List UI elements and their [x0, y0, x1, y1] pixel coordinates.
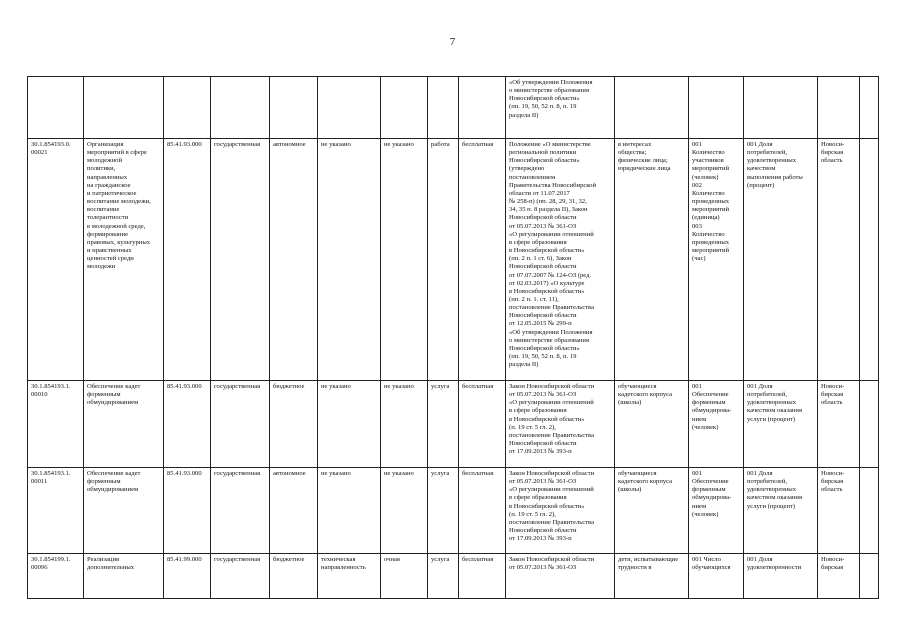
region-cell	[818, 77, 860, 139]
service-kind-cell: работа	[428, 139, 459, 381]
okved-code-cell: 85.41.93.000	[164, 468, 211, 554]
quality-indicator-cell: 001 Доля потребителей, удовлетворенных качеством выполнения работы (процент)	[744, 139, 818, 381]
service-type-cell: государственная	[211, 381, 270, 468]
legal-basis-cell: Положение «О министерстве региональной политики Новосибирской области» (утверждено постановлением Правительства Новосибирской области от 11.07.2017 № 258-п) (пп. 28, 29, 31, 32, 34, 35 п. 8 раздела II), Закон Новосибирской области от 05.07.2013 № 361-ОЗ «О регулировании отношений в сфере образования в Новосибирской области» (пп. 2 п. 1 ст. 6), Закон Новосибирской области от 07.07.2007 № 124-ОЗ (ред. от 02.03.2017) «О культуре в Новосибирской области» (пп. 2 п. 1. ст. 11), постановление Правительства Новосибирской области от 12.05.2015 № 299-п «Об утверждении Положения о министерстве образования Новосибирской области» (пп. 19, 50, 52 п. 8, п. 19 раздела II)	[506, 139, 615, 381]
legal-basis-cell: Закон Новосибирской области от 05.07.2013 № 361-ОЗ	[506, 554, 615, 599]
table-row	[28, 468, 879, 554]
table-row	[28, 139, 879, 381]
payment-cell: бесплатная	[459, 139, 506, 381]
service-name-cell: Реализация дополнительных	[84, 554, 164, 599]
region-cell: Новоси- бирская область	[818, 381, 860, 468]
extra-cell	[860, 381, 879, 468]
extra-cell	[860, 139, 879, 381]
payment-cell	[459, 77, 506, 139]
quality-indicator-cell	[744, 77, 818, 139]
okved-code-cell: 85.41.99.000	[164, 554, 211, 599]
quality-indicator-cell: 001 Доля потребителей, удовлетворенных качеством оказания услуги (процент)	[744, 468, 818, 554]
service-type-cell: государственная	[211, 554, 270, 599]
legal-basis-cell: Закон Новосибирской области от 05.07.2013 № 361-ОЗ «О регулировании отношений в сфере образования в Новосибирской области» (п. 19 ст. 5 гл. 2), постановление Правительства Новосибирской области от 17.09.2013 № 393-п	[506, 468, 615, 554]
region-cell: Новоси- бирская область	[818, 139, 860, 381]
service-kind-cell: услуга	[428, 381, 459, 468]
condition-cell: не указано	[381, 468, 428, 554]
condition-cell: очная	[381, 554, 428, 599]
content-cell: не указано	[318, 139, 381, 381]
service-name-cell: Обеспечение кадет форменным обмундированием	[84, 381, 164, 468]
institution-type-cell: бюджетное	[270, 554, 318, 599]
consumers-cell: обучающиеся кадетского корпуса (школы)	[615, 468, 689, 554]
service-name-cell: Обеспечение кадет форменным обмундированием	[84, 468, 164, 554]
payment-cell: бесплатная	[459, 381, 506, 468]
extra-cell	[860, 554, 879, 599]
service-kind-cell: услуга	[428, 554, 459, 599]
extra-cell	[860, 468, 879, 554]
volume-indicator-cell	[689, 77, 744, 139]
content-cell: техническая направленность	[318, 554, 381, 599]
table-row	[28, 554, 879, 599]
extra-cell	[860, 77, 879, 139]
okved-code-cell: 85.41.93.000	[164, 381, 211, 468]
service-name-cell: Организация мероприятий в сфере молодежной политики, направленных на гражданское и патриотическое воспитание молодежи, воспитание толерантности в молодежной среде, формирование правовых, культурных и нравственных ценностей среди молодежи	[84, 139, 164, 381]
service-code-cell	[28, 77, 84, 139]
content-cell	[318, 77, 381, 139]
condition-cell	[381, 77, 428, 139]
service-type-cell	[211, 77, 270, 139]
condition-cell: не указано	[381, 139, 428, 381]
table-row	[28, 77, 879, 139]
volume-indicator-cell: 001 Обеспечение форменным обмундирова- нием (человек)	[689, 468, 744, 554]
payment-cell: бесплатная	[459, 554, 506, 599]
service-type-cell: государственная	[211, 468, 270, 554]
service-name-cell	[84, 77, 164, 139]
content-cell: не указано	[318, 468, 381, 554]
consumers-cell	[615, 77, 689, 139]
service-kind-cell: услуга	[428, 468, 459, 554]
region-cell: Новоси- бирская	[818, 554, 860, 599]
volume-indicator-cell: 001 Обеспечение форменным обмундирова- нием (человек)	[689, 381, 744, 468]
condition-cell: не указано	[381, 381, 428, 468]
okved-code-cell	[164, 77, 211, 139]
service-code-cell: 30.1.854193.1. 00011	[28, 468, 84, 554]
consumers-cell: обучающиеся кадетского корпуса (школы)	[615, 381, 689, 468]
legal-basis-cell: Закон Новосибирской области от 05.07.2013 № 361-ОЗ «О регулировании отношений в сфере образования в Новосибирской области» (п. 19 ст. 5 гл. 2), постановление Правительства Новосибирской области от 17.09.2013 № 393-п	[506, 381, 615, 468]
volume-indicator-cell: 001 Количество участников мероприятий (человек) 002 Количество проведенных мероприятий (единица) 003 Количество проведенных мероприятий (час)	[689, 139, 744, 381]
okved-code-cell: 85.41.93.000	[164, 139, 211, 381]
service-code-cell: 30.1.854199.1. 00096	[28, 554, 84, 599]
service-kind-cell	[428, 77, 459, 139]
institution-type-cell	[270, 77, 318, 139]
content-cell: не указано	[318, 381, 381, 468]
service-code-cell: 30.1.854193.1. 00010	[28, 381, 84, 468]
table-row	[28, 381, 879, 468]
services-table	[27, 76, 879, 599]
page-number: 7	[449, 36, 456, 48]
institution-type-cell: автономное	[270, 468, 318, 554]
quality-indicator-cell: 001 Доля потребителей, удовлетворенных качеством оказания услуги (процент)	[744, 381, 818, 468]
region-cell: Новоси- бирская область	[818, 468, 860, 554]
consumers-cell: дети, испытывающие трудности в	[615, 554, 689, 599]
institution-type-cell: бюджетное	[270, 381, 318, 468]
institution-type-cell: автономное	[270, 139, 318, 381]
volume-indicator-cell: 001 Число обучающихся	[689, 554, 744, 599]
legal-basis-cell: «Об утверждении Положения о министерстве образования Новосибирской области» (пп. 19, 50, 52 п. 8, п. 19 раздела II)	[506, 77, 615, 139]
payment-cell: бесплатная	[459, 468, 506, 554]
quality-indicator-cell: 001 Доля удовлетворенности	[744, 554, 818, 599]
service-code-cell: 30.1.854193.0. 00021	[28, 139, 84, 381]
service-type-cell: государственная	[211, 139, 270, 381]
consumers-cell: в интересах общества; физические лица; юридические лица	[615, 139, 689, 381]
